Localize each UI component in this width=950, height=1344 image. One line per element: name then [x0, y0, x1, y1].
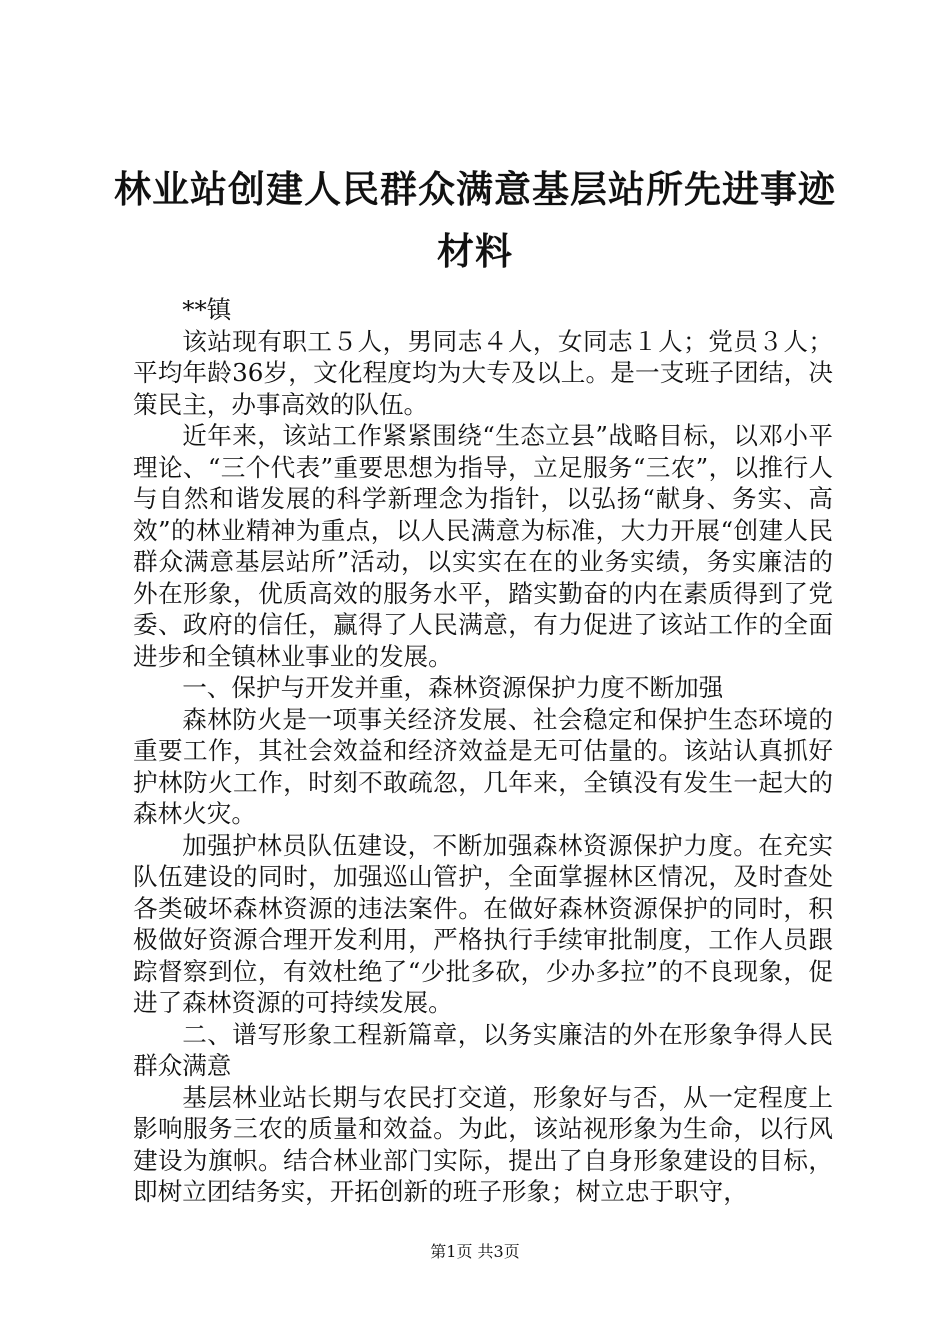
paragraph-recent-work: 近年来，该站工作紧紧围绕“生态立县”战略目标，以邓小平理论、“三个代表”重要思想为指导，立足服务“三农”，以推行人与自然和谐发展的科学新理念为指针，以弘扬“献身、务实、高效”的林业精神为重点，以人民满意为标准，大力开展“创建人民群众满意基层站所”活动，以实实在在的业务实绩，务实廉洁的外在形象，优质高效的服务水平，踏实勤奋的内在素质得到了党委、政府的信任，赢得了人民满意，有力促进了该站工作的全面进步和全镇林业事业的发展。 — [133, 421, 833, 671]
paragraph-fire-prevention: 森林防火是一项事关经济发展、社会稳定和保护生态环境的重要工作，其社会效益和经济效益是无可估量的。该站认真抓好护林防火工作，时刻不敢疏忽，几年来，全镇没有发生一起大的森林火灾。 — [133, 704, 833, 828]
paragraph-ranger-team: 加强护林员队伍建设，不断加强森林资源保护力度。在充实队伍建设的同时，加强巡山管护，全面掌握林区情况，及时查处各类破坏森林资源的违法案件。在做好森林资源保护的同时，积极做好资源合理开发利用，严格执行手续审批制度，工作人员跟踪督察到位，有效杜绝了“少批多砍，少办多拉”的不良现象，促进了森林资源的可持续发展。 — [133, 830, 833, 1017]
page-footer: 第1页 共3页 — [430, 1242, 520, 1261]
paragraph-image-building: 基层林业站长期与农民打交道，形象好与否，从一定程度上影响服务三农的质量和效益。为此，该站视形象为生命，以行风建设为旗帜。结合林业部门实际，提出了自身形象建设的目标，即树立团结务实，开拓创新的班子形象；树立忠于职守， — [133, 1082, 833, 1206]
section-heading-1: 一、保护与开发并重，森林资源保护力度不断加强 — [182, 673, 724, 702]
paragraph-staff-overview: 该站现有职工５人，男同志４人，女同志１人；党员３人；平均年龄36岁，文化程度均为大专及以上。是一支班子团结，决策民主，办事高效的队伍。 — [133, 326, 833, 419]
paragraph-location: **镇 — [182, 295, 232, 324]
document-title: 林业站创建人民群众满意基层站所先进事迹材料 — [114, 167, 836, 273]
section-heading-2: 二、谱写形象工程新篇章，以务实廉洁的外在形象争得人民群众满意 — [133, 1019, 833, 1080]
document-body — [133, 294, 833, 1208]
